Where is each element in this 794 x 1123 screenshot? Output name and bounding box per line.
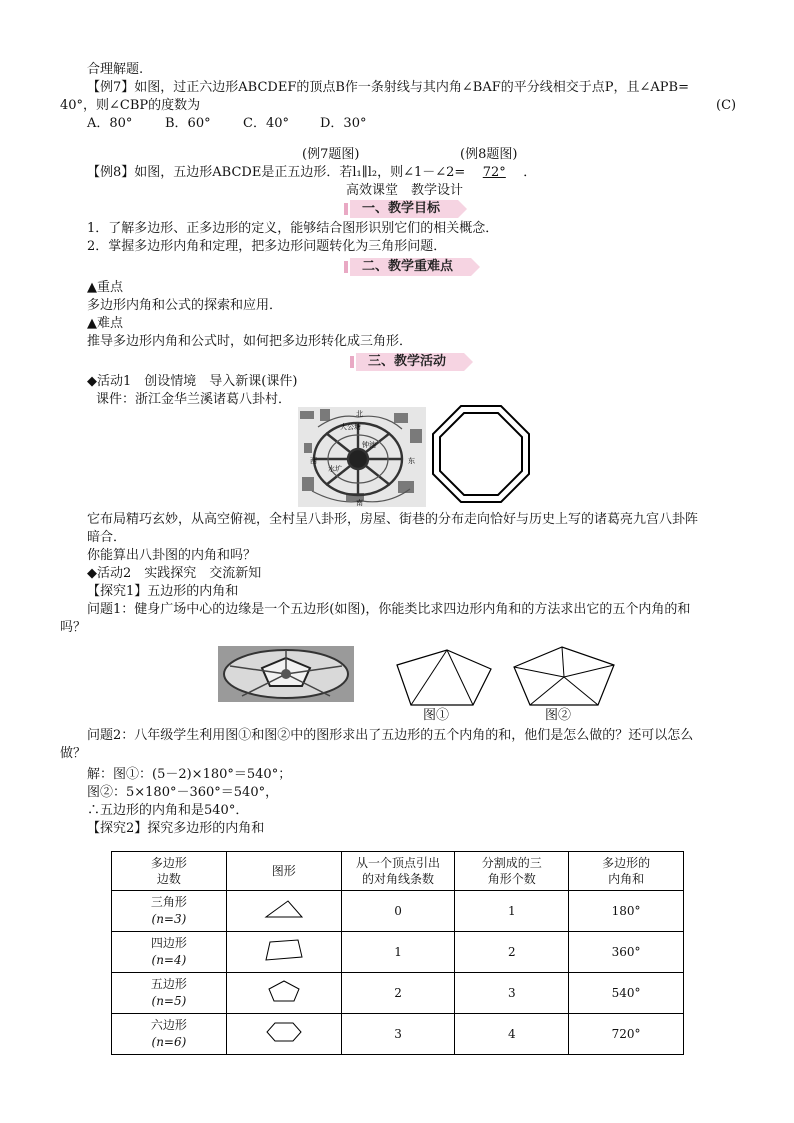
goal-1: 1．了解多边形、正多边形的定义，能够结合图形识别它们的相关概念．	[87, 221, 499, 236]
example-7-text: 如图，过正六边形ABCDEF的顶点B作一条射线与其内角∠BAF的平分线相交于点P，且∠APB=	[134, 80, 689, 95]
activity-1-paragraph-line-1: 它布局精巧玄妙，从高空俯视，全村呈八卦形，房屋、街巷的分布走向恰好与历史上写的诸葛亮九宫八卦阵	[87, 512, 699, 527]
fitness-plaza-photo	[218, 646, 354, 702]
question-1-line-1: 问题1：健身广场中心的边缘是一个五边形(如图)，你能类比求四边形内角和的方法求出它的五个内角的和	[87, 602, 691, 617]
activity-1-paragraph-line-2: 暗合．	[87, 530, 127, 545]
difficulty-text: 推导多边形内角和公式时，如何把多边形转化成三角形．	[87, 334, 413, 349]
example-7-label: 【例7】	[87, 80, 135, 95]
header-sides: 多边形 边数	[112, 852, 227, 891]
question-2-line-2: 做？	[60, 746, 87, 761]
table-header-row	[112, 852, 684, 891]
difficulty-label: ▲难点	[87, 316, 123, 331]
banner-teaching-activities: 三、教学活动	[356, 353, 464, 371]
svg-text:水圹: 水圹	[328, 465, 342, 473]
table-row: 四边形 (n=4) 1 2 360°	[112, 932, 684, 973]
header-angle-sum: 多边形的 内角和	[569, 852, 684, 891]
example-7-answer: (C)	[716, 98, 737, 113]
focus-text: 多边形内角和公式的探索和应用．	[87, 298, 283, 313]
svg-text:西: 西	[310, 457, 317, 465]
solution-line-3: ∴五边形的内角和是540°．	[87, 803, 249, 818]
example-8-label: 【例8】	[87, 165, 135, 180]
example-8-answer: 72°	[482, 165, 506, 180]
solution-line-1: 解：图①：(5－2)×180°＝540°；	[87, 767, 292, 782]
example-7-option-d: D．30°	[320, 116, 367, 131]
activity-1-question: 你能算出八卦图的内角和吗？	[87, 548, 257, 563]
banner-teaching-goals: 一、教学目标	[350, 200, 458, 218]
example-7-option-a: A．80°	[87, 116, 133, 131]
solution-line-2: 图②：5×180°－360°＝540°，	[87, 785, 279, 800]
polygon-angle-table	[111, 851, 684, 1055]
octagon-figure	[431, 404, 531, 504]
goal-2: 2．掌握多边形内角和定理，把多边形问题转化为三角形问题．	[87, 239, 447, 254]
figure-1-label: 图①	[423, 708, 450, 723]
svg-text:大公塘: 大公塘	[340, 423, 361, 431]
example-7-line-2: 40°，则∠CBP的度数为	[60, 98, 201, 113]
svg-text:南: 南	[356, 499, 363, 507]
focus-label: ▲重点	[87, 280, 123, 295]
example-7-option-b: B．60°	[165, 116, 211, 131]
svg-text:钟池: 钟池	[362, 441, 376, 449]
header-triangles: 分割成的三 角形个数	[455, 852, 569, 891]
example-8-line	[87, 164, 536, 182]
intro-text: 合理解题.	[87, 62, 144, 77]
activity-1-title: ◆活动1 创设情境 导入新课(课件)	[87, 374, 298, 389]
question-2-line-1: 问题2：八年级学生利用图①和图②中的图形求出了五边形的五个内角的和，他们是怎么做的？还可以怎么	[87, 728, 694, 743]
section-title: 高效课堂 教学设计	[346, 183, 464, 198]
pentagon-figure-1	[387, 647, 497, 707]
explore-1-title: 【探究1】五边形的内角和	[87, 584, 239, 599]
triangle-icon	[262, 898, 306, 920]
example-7-line-1	[87, 79, 689, 97]
figure-2-label: 图②	[545, 708, 572, 723]
bagua-village-photo	[298, 407, 426, 507]
example-8-tail: ．	[523, 165, 537, 180]
example-8-caption: (例8题图)	[460, 147, 518, 162]
banner-key-points: 二、教学重难点	[350, 258, 471, 276]
table-row: 六边形 (n=6) 3 4 720°	[112, 1014, 684, 1055]
activity-1-courseware: 课件：浙江金华兰溪诸葛八卦村．	[96, 392, 292, 407]
example-7-option-c: C．40°	[243, 116, 289, 131]
table-row: 五边形 (n=5) 2 3 540°	[112, 973, 684, 1014]
pentagon-figure-2	[510, 645, 620, 707]
svg-text:北: 北	[356, 410, 363, 418]
activity-2-title: ◆活动2 实践探究 交流新知	[87, 566, 262, 581]
question-1-line-2: 吗？	[60, 620, 87, 635]
hexagon-icon	[265, 1020, 303, 1044]
header-figure: 图形	[226, 852, 341, 891]
example-8-text: 如图，五边形ABCDE是正五边形．若l₁∥l₂，则∠1－∠2=	[134, 165, 466, 180]
svg-text:东: 东	[408, 457, 415, 465]
quadrilateral-icon	[262, 937, 306, 963]
explore-2-title: 【探究2】探究多边形的内角和	[87, 821, 265, 836]
example-7-caption: (例7题图)	[302, 147, 360, 162]
pentagon-icon	[266, 979, 302, 1003]
header-diagonals: 从一个顶点引出 的对角线条数	[341, 852, 455, 891]
table-row: 三角形 (n=3) 0 1 180°	[112, 891, 684, 932]
